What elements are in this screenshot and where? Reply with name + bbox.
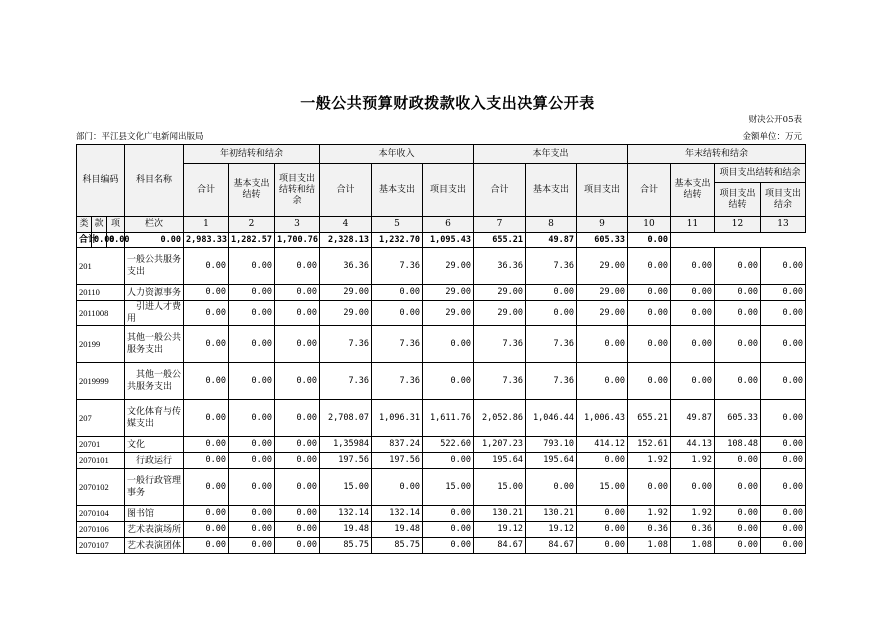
amount-cell: 0.00	[229, 506, 275, 522]
amount-cell: 152.61	[628, 437, 671, 453]
amount-cell: 29.00	[474, 301, 526, 326]
amount-cell: 0.00	[761, 437, 806, 453]
total-cell: 1,700.76	[275, 233, 320, 248]
header-income-basic: 基本支出	[372, 164, 423, 217]
amount-cell: 0.00	[577, 538, 628, 554]
column-number: 3	[275, 217, 320, 233]
amount-cell: 15.00	[320, 469, 372, 506]
amount-cell: 0.00	[761, 326, 806, 363]
amount-cell: 0.00	[671, 301, 715, 326]
amount-cell: 29.00	[423, 285, 474, 301]
header-subject-name: 科目名称	[125, 145, 184, 217]
amount-cell: 0.00	[423, 522, 474, 538]
amount-cell: 44.13	[671, 437, 715, 453]
amount-cell: 0.00	[761, 506, 806, 522]
table-row	[77, 363, 806, 400]
amount-cell: 84.67	[526, 538, 577, 554]
amount-cell: 15.00	[577, 469, 628, 506]
subject-name-cell: 艺术表演团体	[125, 538, 184, 554]
subject-name-cell: 其他一般公共服务支出	[125, 326, 184, 363]
table-row	[77, 326, 806, 363]
total-cell: 2,983.33	[184, 233, 229, 248]
header-group-expense: 本年支出	[474, 145, 628, 164]
amount-cell: 0.00	[275, 363, 320, 400]
total-cell: 0.00	[107, 233, 125, 248]
amount-cell: 0.00	[229, 437, 275, 453]
column-number: 11	[671, 217, 715, 233]
amount-cell: 29.00	[577, 248, 628, 285]
amount-cell: 1,006.43	[577, 400, 628, 437]
amount-cell: 0.36	[628, 522, 671, 538]
amount-cell: 7.36	[526, 326, 577, 363]
total-cell: 0.00	[125, 233, 184, 248]
form-number: 财决公开05表	[748, 115, 802, 125]
subject-name-cell: 行政运行	[125, 453, 184, 469]
amount-cell: 0.00	[671, 469, 715, 506]
amount-cell: 0.00	[184, 248, 229, 285]
amount-cell: 0.00	[628, 326, 671, 363]
subject-name-cell: 艺术表演场所	[125, 522, 184, 538]
subject-code-cell: 2070104	[77, 506, 125, 522]
total-cell: 0.00	[628, 233, 671, 248]
amount-cell: 19.48	[320, 522, 372, 538]
unit-label: 金额单位：万元	[742, 132, 802, 142]
amount-cell: 522.60	[423, 437, 474, 453]
header-subject-code: 科目编码	[77, 145, 125, 217]
header-group-begin: 年初结转和结余	[184, 145, 320, 164]
column-number: 7	[474, 217, 526, 233]
column-number: 1	[184, 217, 229, 233]
subject-code-cell: 20701	[77, 437, 125, 453]
amount-cell: 7.36	[372, 248, 423, 285]
header-end-project-carry: 项目支出结转	[715, 183, 761, 217]
amount-cell: 0.00	[423, 538, 474, 554]
amount-cell: 130.21	[526, 506, 577, 522]
table-row	[77, 400, 806, 437]
amount-cell: 132.14	[320, 506, 372, 522]
amount-cell: 0.00	[184, 522, 229, 538]
amount-cell: 0.00	[275, 285, 320, 301]
amount-cell: 0.00	[372, 469, 423, 506]
header-end-project-group: 项目支出结转和结余	[715, 164, 806, 183]
amount-cell: 29.00	[320, 301, 372, 326]
table-row	[77, 248, 806, 285]
header-end-project-surplus: 项目支出结余	[761, 183, 806, 217]
header-begin-basic-carry: 基本支出结转	[229, 164, 275, 217]
amount-cell: 0.00	[715, 363, 761, 400]
amount-cell: 0.00	[275, 522, 320, 538]
column-number: 9	[577, 217, 628, 233]
amount-cell: 0.00	[761, 363, 806, 400]
amount-cell: 0.00	[628, 248, 671, 285]
header-group-income: 本年收入	[320, 145, 474, 164]
amount-cell: 0.00	[628, 285, 671, 301]
amount-cell: 0.00	[184, 469, 229, 506]
amount-cell: 0.00	[275, 453, 320, 469]
subject-name-cell: 文化体育与传媒支出	[125, 400, 184, 437]
amount-cell: 0.36	[671, 522, 715, 538]
amount-cell: 0.00	[275, 469, 320, 506]
amount-cell: 0.00	[184, 506, 229, 522]
amount-cell: 0.00	[671, 363, 715, 400]
amount-cell: 0.00	[184, 301, 229, 326]
amount-cell: 0.00	[275, 538, 320, 554]
amount-cell: 36.36	[320, 248, 372, 285]
subject-name-cell: 一般公共服务支出	[125, 248, 184, 285]
amount-cell: 36.36	[474, 248, 526, 285]
total-cell: 1,282.57	[229, 233, 275, 248]
amount-cell: 0.00	[229, 326, 275, 363]
amount-cell: 1.92	[671, 506, 715, 522]
amount-cell: 84.67	[474, 538, 526, 554]
total-cell: 0.00	[92, 233, 107, 248]
header-group-end: 年末结转和结余	[628, 145, 806, 164]
table-row	[77, 522, 806, 538]
amount-cell: 0.00	[715, 453, 761, 469]
total-cell: 605.33	[577, 233, 628, 248]
amount-cell: 0.00	[715, 326, 761, 363]
amount-cell: 85.75	[372, 538, 423, 554]
amount-cell: 0.00	[184, 363, 229, 400]
table-row	[77, 437, 806, 453]
amount-cell: 7.36	[372, 326, 423, 363]
amount-cell: 19.48	[372, 522, 423, 538]
amount-cell: 7.36	[526, 363, 577, 400]
amount-cell: 29.00	[423, 301, 474, 326]
amount-cell: 0.00	[761, 453, 806, 469]
total-cell: 1,232.70	[372, 233, 423, 248]
total-cell: 2,328.13	[320, 233, 372, 248]
amount-cell: 1,096.31	[372, 400, 423, 437]
header-class: 类	[77, 217, 92, 233]
subject-code-cell: 20110	[77, 285, 125, 301]
column-number: 4	[320, 217, 372, 233]
amount-cell: 1.08	[671, 538, 715, 554]
total-row	[77, 233, 806, 248]
column-number: 12	[715, 217, 761, 233]
table-row	[77, 469, 806, 506]
total-cell: 1,095.43	[423, 233, 474, 248]
amount-cell: 0.00	[275, 400, 320, 437]
amount-cell: 0.00	[715, 538, 761, 554]
subject-name-cell: 图书馆	[125, 506, 184, 522]
column-number: 13	[761, 217, 806, 233]
amount-cell: 1,207.23	[474, 437, 526, 453]
amount-cell: 132.14	[372, 506, 423, 522]
amount-cell: 0.00	[526, 301, 577, 326]
amount-cell: 1,35984	[320, 437, 372, 453]
table-row	[77, 285, 806, 301]
subject-name-cell: 人力资源事务	[125, 285, 184, 301]
amount-cell: 49.87	[671, 400, 715, 437]
amount-cell: 130.21	[474, 506, 526, 522]
amount-cell: 0.00	[671, 326, 715, 363]
amount-cell: 1.92	[671, 453, 715, 469]
amount-cell: 0.00	[184, 326, 229, 363]
amount-cell: 0.00	[229, 363, 275, 400]
amount-cell: 0.00	[715, 522, 761, 538]
amount-cell: 0.00	[275, 326, 320, 363]
amount-cell: 0.00	[229, 538, 275, 554]
amount-cell: 0.00	[671, 285, 715, 301]
amount-cell: 0.00	[577, 506, 628, 522]
amount-cell: 15.00	[423, 469, 474, 506]
column-number: 2	[229, 217, 275, 233]
amount-cell: 7.36	[474, 326, 526, 363]
header-section: 款	[92, 217, 107, 233]
amount-cell: 29.00	[577, 301, 628, 326]
amount-cell: 0.00	[628, 301, 671, 326]
table-row	[77, 301, 806, 326]
amount-cell: 0.00	[184, 453, 229, 469]
amount-cell: 0.00	[715, 506, 761, 522]
column-number: 5	[372, 217, 423, 233]
subject-code-cell: 2070102	[77, 469, 125, 506]
amount-cell: 0.00	[761, 522, 806, 538]
amount-cell: 0.00	[229, 469, 275, 506]
amount-cell: 0.00	[229, 400, 275, 437]
amount-cell: 1.92	[628, 506, 671, 522]
amount-cell: 0.00	[229, 522, 275, 538]
amount-cell: 0.00	[577, 453, 628, 469]
amount-cell: 197.56	[320, 453, 372, 469]
amount-cell: 29.00	[474, 285, 526, 301]
amount-cell: 0.00	[628, 363, 671, 400]
amount-cell: 0.00	[372, 301, 423, 326]
amount-cell: 7.36	[526, 248, 577, 285]
amount-cell: 0.00	[761, 285, 806, 301]
amount-cell: 0.00	[184, 538, 229, 554]
table-row	[77, 453, 806, 469]
amount-cell: 19.12	[474, 522, 526, 538]
amount-cell: 0.00	[628, 469, 671, 506]
amount-cell: 655.21	[628, 400, 671, 437]
subject-code-cell: 207	[77, 400, 125, 437]
header-expense-basic: 基本支出	[526, 164, 577, 217]
amount-cell: 0.00	[577, 326, 628, 363]
amount-cell: 195.64	[474, 453, 526, 469]
amount-cell: 0.00	[423, 506, 474, 522]
amount-cell: 0.00	[184, 437, 229, 453]
header-expense-total: 合计	[474, 164, 526, 217]
amount-cell: 0.00	[184, 400, 229, 437]
amount-cell: 19.12	[526, 522, 577, 538]
amount-cell: 0.00	[761, 248, 806, 285]
header-begin-total: 合计	[184, 164, 229, 217]
amount-cell: 0.00	[372, 285, 423, 301]
amount-cell: 0.00	[526, 285, 577, 301]
amount-cell: 29.00	[577, 285, 628, 301]
subject-code-cell: 2070101	[77, 453, 125, 469]
amount-cell: 0.00	[761, 400, 806, 437]
amount-cell: 0.00	[715, 285, 761, 301]
amount-cell: 1.08	[628, 538, 671, 554]
header-expense-project: 项目支出	[577, 164, 628, 217]
amount-cell: 85.75	[320, 538, 372, 554]
amount-cell: 108.48	[715, 437, 761, 453]
amount-cell: 2,708.07	[320, 400, 372, 437]
subject-code-cell: 2019999	[77, 363, 125, 400]
amount-cell: 605.33	[715, 400, 761, 437]
amount-cell: 29.00	[320, 285, 372, 301]
amount-cell: 29.00	[423, 248, 474, 285]
amount-cell: 1,046.44	[526, 400, 577, 437]
amount-cell: 0.00	[671, 248, 715, 285]
subject-name-cell: 引进人才费用	[125, 301, 184, 326]
amount-cell: 7.36	[320, 363, 372, 400]
column-number: 10	[628, 217, 671, 233]
total-cell: 49.87	[526, 233, 577, 248]
amount-cell: 0.00	[275, 506, 320, 522]
amount-cell: 0.00	[423, 453, 474, 469]
amount-cell: 0.00	[229, 301, 275, 326]
total-label: 合计	[77, 233, 92, 248]
total-cell: 655.21	[474, 233, 526, 248]
amount-cell: 1,611.76	[423, 400, 474, 437]
amount-cell: 0.00	[423, 363, 474, 400]
amount-cell: 0.00	[577, 522, 628, 538]
column-number: 8	[526, 217, 577, 233]
amount-cell: 837.24	[372, 437, 423, 453]
amount-cell: 0.00	[275, 248, 320, 285]
amount-cell: 0.00	[275, 437, 320, 453]
report-title: 一般公共预算财政拨款收入支出决算公开表	[300, 94, 595, 112]
subject-code-cell: 20199	[77, 326, 125, 363]
amount-cell: 1.92	[628, 453, 671, 469]
amount-cell: 15.00	[474, 469, 526, 506]
amount-cell: 197.56	[372, 453, 423, 469]
column-number: 6	[423, 217, 474, 233]
amount-cell: 7.36	[372, 363, 423, 400]
subject-code-cell: 201	[77, 248, 125, 285]
amount-cell: 0.00	[229, 248, 275, 285]
subject-name-cell: 文化	[125, 437, 184, 453]
amount-cell: 195.64	[526, 453, 577, 469]
amount-cell: 0.00	[761, 301, 806, 326]
table-row	[77, 506, 806, 522]
subject-name-cell: 其他一般公共服务支出	[125, 363, 184, 400]
subject-code-cell: 2070106	[77, 522, 125, 538]
amount-cell: 414.12	[577, 437, 628, 453]
amount-cell: 7.36	[474, 363, 526, 400]
amount-cell: 0.00	[761, 469, 806, 506]
subject-code-cell: 2011008	[77, 301, 125, 326]
amount-cell: 793.10	[526, 437, 577, 453]
header-item: 项	[107, 217, 125, 233]
amount-cell: 0.00	[715, 469, 761, 506]
subject-code-cell: 2070107	[77, 538, 125, 554]
header-end-basic-carry: 基本支出结转	[671, 164, 715, 217]
budget-table	[76, 144, 806, 554]
header-begin-project-carry: 项目支出结转和结余	[275, 164, 320, 217]
header-end-total: 合计	[628, 164, 671, 217]
amount-cell: 0.00	[577, 363, 628, 400]
amount-cell: 0.00	[715, 301, 761, 326]
header-column-label: 栏次	[125, 217, 184, 233]
amount-cell: 0.00	[526, 469, 577, 506]
header-income-total: 合计	[320, 164, 372, 217]
amount-cell: 0.00	[184, 285, 229, 301]
amount-cell: 0.00	[275, 301, 320, 326]
header-income-project: 项目支出	[423, 164, 474, 217]
amount-cell: 2,052.86	[474, 400, 526, 437]
amount-cell: 0.00	[761, 538, 806, 554]
amount-cell: 0.00	[229, 285, 275, 301]
amount-cell: 0.00	[715, 248, 761, 285]
table-row	[77, 538, 806, 554]
amount-cell: 0.00	[229, 453, 275, 469]
amount-cell: 0.00	[423, 326, 474, 363]
amount-cell: 7.36	[320, 326, 372, 363]
subject-name-cell: 一般行政管理事务	[125, 469, 184, 506]
department-label: 部门：平江县文化广电新闻出版局	[76, 132, 204, 142]
